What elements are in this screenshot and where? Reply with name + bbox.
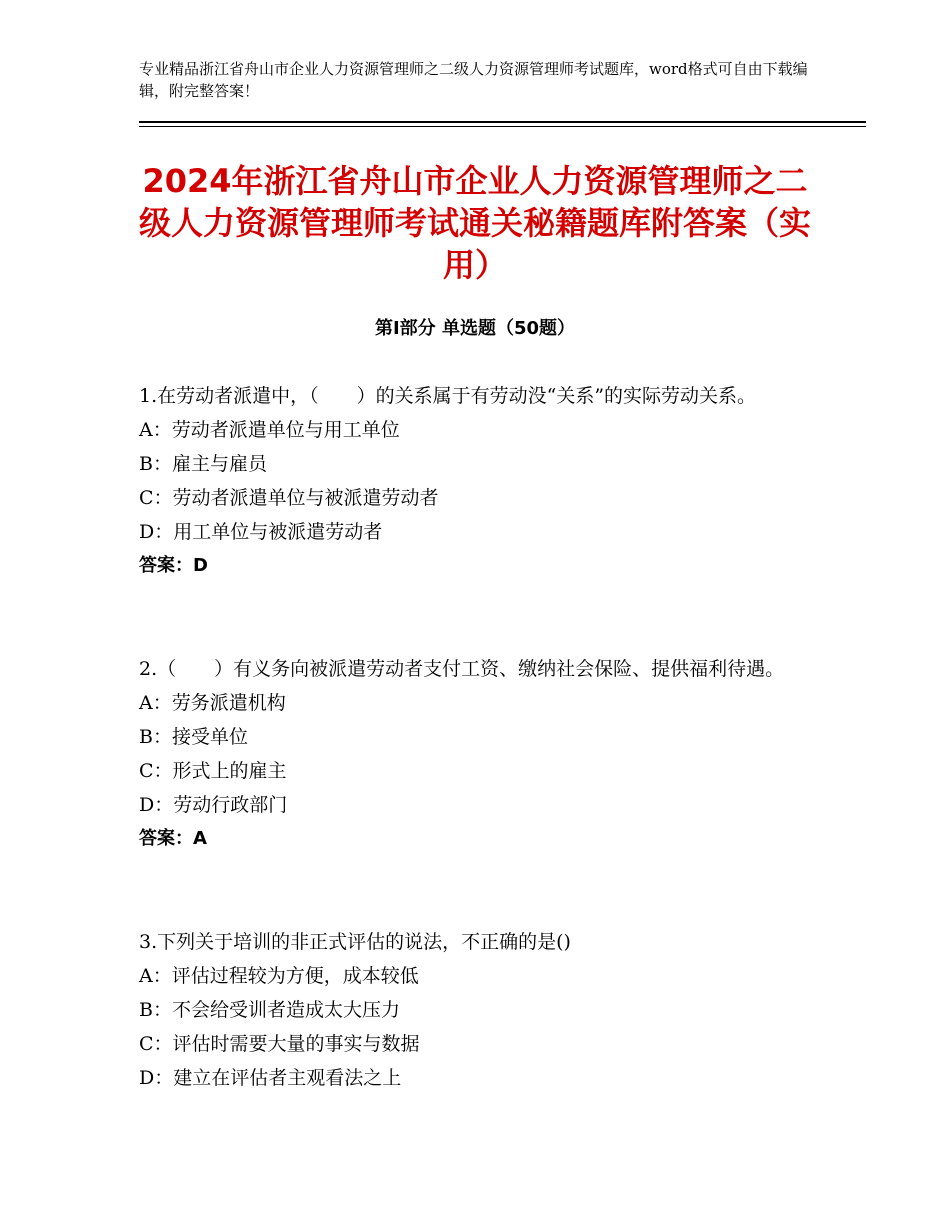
answer: 答案：A <box>139 828 207 849</box>
option-b: B：接受单位 <box>139 726 248 748</box>
header-note: 专业精品浙江省舟山市企业人力资源管理师之二级人力资源管理师考试题库，word格式可自由下载编辑，附完整答案！ <box>139 60 808 100</box>
option-a: A：评估过程较为方便，成本较低 <box>139 965 419 987</box>
option-a: A：劳动者派遣单位与用工单位 <box>139 419 400 441</box>
option-d: D：用工单位与被派遣劳动者 <box>139 521 383 543</box>
section-heading: 第Ⅰ部分 单选题（50题） <box>374 318 575 339</box>
question-3 <box>139 925 819 1095</box>
header-rule-top <box>139 121 866 123</box>
header-rule-bottom <box>139 126 866 127</box>
option-d: D：建立在评估者主观看法之上 <box>139 1067 402 1089</box>
question-2 <box>139 652 819 856</box>
document-title: 2024年浙江省舟山市企业人力资源管理师之二级人力资源管理师考试通关秘籍题库附答案（实用） <box>139 162 812 284</box>
question-stem: 2.（ ）有义务向被派遣劳动者支付工资、缴纳社会保险、提供福利待遇。 <box>139 658 785 680</box>
answer: 答案：D <box>139 555 208 576</box>
question-stem: 1.在劳动者派遣中，（ ）的关系属于有劳动没“关系”的实际劳动关系。 <box>139 385 757 407</box>
question-stem: 3.下列关于培训的非正式评估的说法，不正确的是() <box>139 931 571 953</box>
option-b: B：不会给受训者造成太大压力 <box>139 999 400 1021</box>
option-a: A：劳务派遣机构 <box>139 692 286 714</box>
option-c: C：评估时需要大量的事实与数据 <box>139 1033 420 1055</box>
option-d: D：劳动行政部门 <box>139 794 288 816</box>
option-b: B：雇主与雇员 <box>139 453 267 475</box>
option-c: C：劳动者派遣单位与被派遣劳动者 <box>139 487 439 509</box>
option-c: C：形式上的雇主 <box>139 760 287 782</box>
question-1 <box>139 379 819 583</box>
